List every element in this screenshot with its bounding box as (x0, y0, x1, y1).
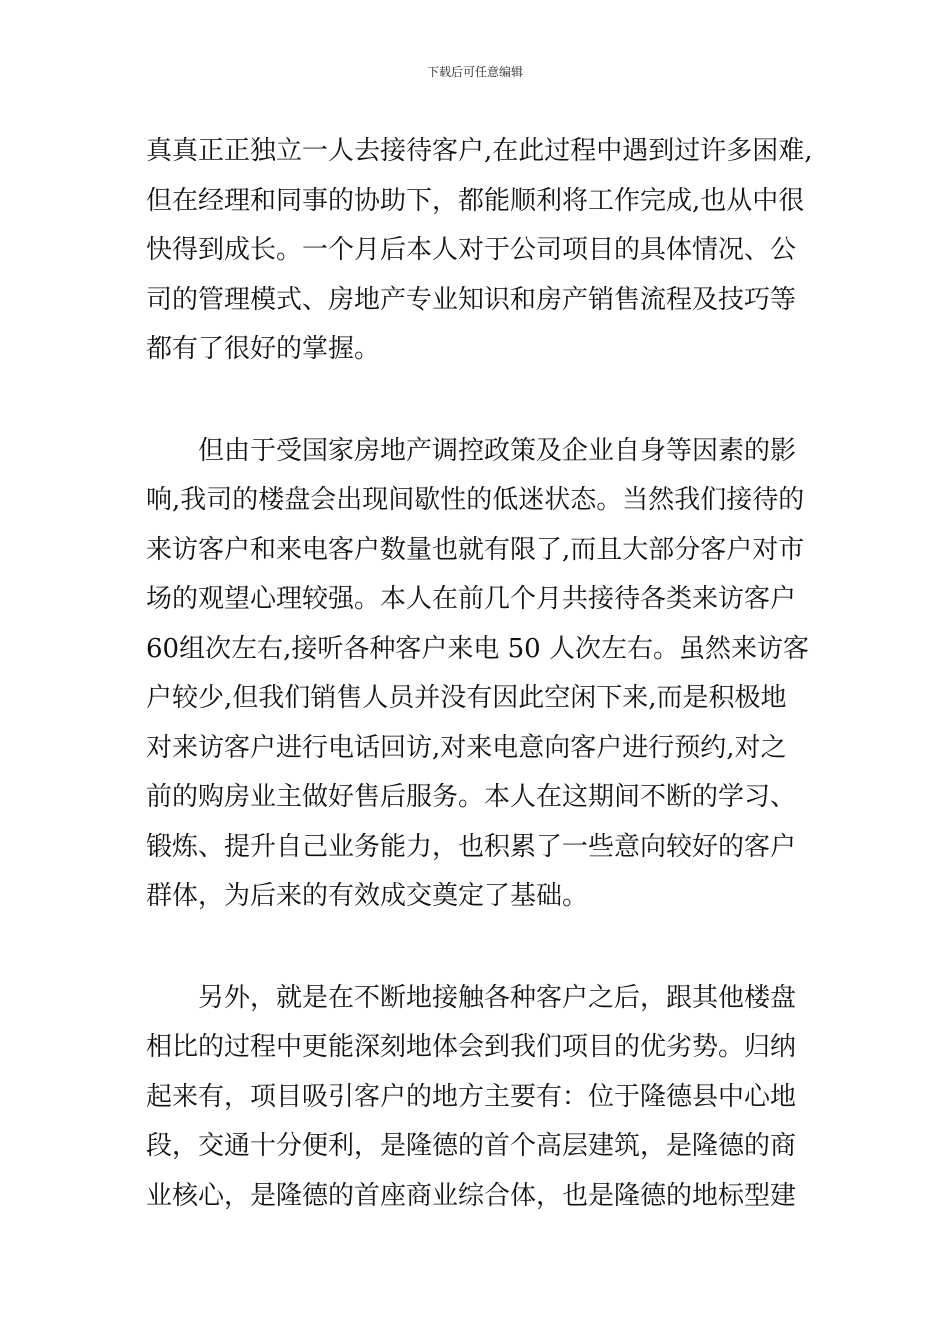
paragraph-spacer (146, 375, 808, 427)
text-line: 都有了很好的掌握。 (146, 334, 381, 364)
text-line: 另外，就是在不断地接触各种客户之后，跟其他楼盘 (146, 982, 797, 1013)
page-header: 下载后可任意编辑 (426, 65, 523, 79)
text-line: 相比的过程中更能深刻地体会到我们项目的优劣势。归纳 (146, 1032, 797, 1062)
text-line: 户较少,但我们销售人员并没有因此空闲下来,而是积极地 (146, 683, 787, 713)
text-line: 前的购房业主做好售后服务。本人在这期间不断的学习、 (146, 782, 797, 812)
text-line: 来访客户和来电客户数量也就有限了,而且大部分客户对市 (146, 534, 805, 565)
text-line: 真真正正独立一人去接待客户,在此过程中遇到过许多困难, (146, 136, 813, 166)
text-line: 但在经理和同事的协助下，都能顺利将工作完成,也从中很 (146, 185, 805, 216)
text-line: 锻炼、提升自己业务能力，也积累了一些意向较好的客户 (146, 831, 797, 862)
paragraph-1 (146, 127, 813, 375)
text-line: 对来访客户进行电话回访,对来电意向客户进行预约,对之 (146, 732, 787, 763)
text-line: 但由于受国家房地产调控政策及企业自身等因素的影 (146, 435, 797, 466)
paragraph-spacer (146, 922, 808, 974)
paragraph-3 (146, 974, 808, 1222)
text-line: 段，交通十分便利，是隆德的首个高层建筑，是隆德的商 (146, 1131, 797, 1161)
document-body (146, 127, 813, 1221)
text-line: 群体，为后来的有效成交奠定了基础。 (146, 881, 589, 911)
text-line: 场的观望心理较强。本人在前几个月共接待各类来访客户 (146, 584, 797, 614)
text-line: 60组次左右,接听各种客户来电 50 人次左右。虽然来访客 (146, 633, 809, 664)
text-line: 司的管理模式、房地产专业知识和房产销售流程及技巧等 (146, 284, 797, 315)
text-line: 业核心，是隆德的首座商业综合体，也是隆德的地标型建 (146, 1180, 797, 1211)
text-line: 快得到成长。一个月后本人对于公司项目的具体情况、公 (146, 235, 797, 265)
paragraph-2 (146, 427, 808, 922)
text-line: 响,我司的楼盘会出现间歇性的低迷状态。当然我们接待的 (146, 485, 805, 515)
text-line: 起来有，项目吸引客户的地方主要有：位于隆德县中心地 (146, 1081, 797, 1112)
